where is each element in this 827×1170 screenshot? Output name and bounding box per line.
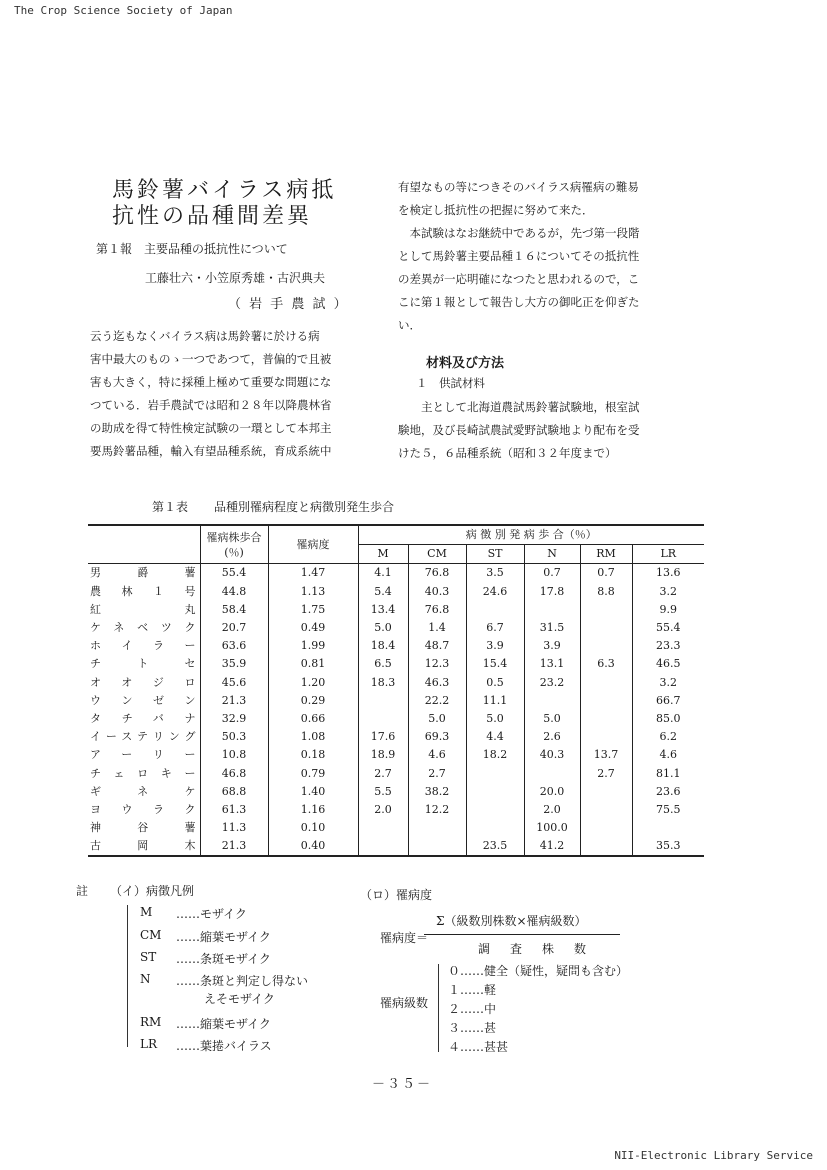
text-line: こに第１報として報告し大方の御叱正を仰ぎた xyxy=(398,295,640,309)
author-list: 工藤壮六・小笠原秀雄・古沢典夫 xyxy=(145,271,326,285)
variety-name: イーステリング xyxy=(90,730,198,744)
symptom-value: 12.2 xyxy=(408,801,466,819)
symptom-value xyxy=(358,710,408,728)
text-line: 有望なもの等につきそのバイラス病罹病の難易 xyxy=(398,180,639,194)
symptom-legend-heading: （イ）病徴凡例 xyxy=(110,884,195,898)
symptom-value: 11.1 xyxy=(466,692,524,710)
symptom-value xyxy=(580,619,632,637)
disease-degree: 0.49 xyxy=(268,619,358,637)
variety-name: チェロキー xyxy=(90,766,198,780)
symptom-value: 66.7 xyxy=(632,692,704,710)
symptom-value xyxy=(580,710,632,728)
symptom-value: 23.2 xyxy=(524,674,580,692)
disease-degree: 0.10 xyxy=(268,819,358,837)
fraction-bar xyxy=(424,934,620,935)
symptom-value xyxy=(580,674,632,692)
formula-numerator: Σ（級数別株数×罹病級数） xyxy=(436,914,587,928)
symptom-value: 40.3 xyxy=(408,583,466,601)
formula-denominator: 調 査 株 数 xyxy=(478,942,591,956)
disease-degree: 1.75 xyxy=(268,601,358,619)
symptom-value xyxy=(358,819,408,837)
text-line: を検定し抵抗性の把握に努めて来た． xyxy=(398,203,594,217)
table-row xyxy=(88,764,704,782)
symptom-value xyxy=(632,819,704,837)
disease-degree: 0.66 xyxy=(268,710,358,728)
table-row xyxy=(88,783,704,801)
symptom-value: 2.7 xyxy=(358,764,408,782)
text-line: の差異が一応明確になつたと思われるので，こ xyxy=(398,272,640,286)
affiliation: （ 岩 手 農 試 ） xyxy=(228,297,349,312)
symptom-value xyxy=(580,637,632,655)
symptom-value xyxy=(358,692,408,710)
infection-rate: 44.8 xyxy=(200,583,268,601)
variety-name: ケネベツク xyxy=(90,621,198,635)
symptom-value: 0.7 xyxy=(580,564,632,583)
legend-description: ……モザイク xyxy=(176,907,247,921)
grade-brace xyxy=(438,964,445,1052)
symptom-value: 22.2 xyxy=(408,692,466,710)
symptom-value xyxy=(408,837,466,856)
variety-name: ホイラー xyxy=(90,639,198,653)
infection-rate: 68.8 xyxy=(200,783,268,801)
symptom-value xyxy=(466,783,524,801)
symptom-value xyxy=(580,728,632,746)
text-line: つている．岩手農試では昭和２８年以降農林省 xyxy=(90,398,332,412)
infection-rate: 46.8 xyxy=(200,764,268,782)
symptom-value: 1.4 xyxy=(408,619,466,637)
symptom-value xyxy=(580,837,632,856)
col-header-m: M xyxy=(358,545,408,564)
table-row xyxy=(88,564,704,583)
disease-degree: 1.16 xyxy=(268,801,358,819)
symptom-value: 6.3 xyxy=(580,655,632,673)
symptom-value: 81.1 xyxy=(632,764,704,782)
disease-degree: 1.20 xyxy=(268,674,358,692)
symptom-value xyxy=(358,837,408,856)
infection-rate: 55.4 xyxy=(200,564,268,583)
table-row xyxy=(88,710,704,728)
symptom-value xyxy=(524,692,580,710)
variety-name: アーリー xyxy=(90,748,198,762)
notes-label: 註 xyxy=(76,884,89,898)
symptom-value: 5.0 xyxy=(358,619,408,637)
symptom-value: 2.6 xyxy=(524,728,580,746)
text-line: 本試験はなお継続中であるが，先づ第一段階 xyxy=(398,226,640,240)
col-header-rm: RM xyxy=(580,545,632,564)
table-row xyxy=(88,728,704,746)
symptom-value: 2.0 xyxy=(524,801,580,819)
article-subtitle: 第１報 主要品種の抵抗性について xyxy=(96,242,288,256)
variety-name: 男爵薯 xyxy=(90,566,198,580)
col-header-st: ST xyxy=(466,545,524,564)
disease-degree: 1.99 xyxy=(268,637,358,655)
symptom-value: 6.5 xyxy=(358,655,408,673)
symptom-value: 3.2 xyxy=(632,674,704,692)
symptom-value: 0.5 xyxy=(466,674,524,692)
symptom-value xyxy=(466,819,524,837)
symptom-value: 41.2 xyxy=(524,837,580,856)
symptom-value: 46.3 xyxy=(408,674,466,692)
table-row xyxy=(88,819,704,837)
symptom-value xyxy=(580,819,632,837)
symptom-value: 5.5 xyxy=(358,783,408,801)
infection-rate: 10.8 xyxy=(200,746,268,764)
symptom-value: 13.1 xyxy=(524,655,580,673)
symptom-value: 76.8 xyxy=(408,601,466,619)
grade-item: ４……甚甚 xyxy=(448,1040,509,1054)
symptom-value xyxy=(466,801,524,819)
infection-rate: 50.3 xyxy=(200,728,268,746)
variety-name: 神谷薯 xyxy=(90,821,198,835)
symptom-value: 2.7 xyxy=(580,764,632,782)
legend-code: CM xyxy=(140,928,162,942)
disease-degree: 0.29 xyxy=(268,692,358,710)
text-line: 験地，及び長崎試農試愛野試験地より配布を受 xyxy=(398,423,640,437)
variety-name: ウンゼン xyxy=(90,693,198,707)
legend-code: N xyxy=(140,972,151,986)
variety-name: 農林１号 xyxy=(90,584,198,598)
symptom-value: 13.4 xyxy=(358,601,408,619)
symptom-value xyxy=(524,601,580,619)
variety-name: タチバナ xyxy=(90,711,198,725)
symptom-value: 69.3 xyxy=(408,728,466,746)
symptom-value: 18.3 xyxy=(358,674,408,692)
degree-header: 罹病度 xyxy=(268,525,358,564)
symptom-value: 38.2 xyxy=(408,783,466,801)
symptom-value: 55.4 xyxy=(632,619,704,637)
infection-rate: 45.6 xyxy=(200,674,268,692)
disease-degree: 1.40 xyxy=(268,783,358,801)
symptom-value: 4.6 xyxy=(408,746,466,764)
society-header: The Crop Science Society of Japan xyxy=(14,4,233,17)
disease-degree: 1.47 xyxy=(268,564,358,583)
symptom-value: 13.7 xyxy=(580,746,632,764)
symptom-value: 20.0 xyxy=(524,783,580,801)
symptom-value: 17.8 xyxy=(524,583,580,601)
symptom-value: 0.7 xyxy=(524,564,580,583)
symptom-value: 17.6 xyxy=(358,728,408,746)
symptom-value: 35.3 xyxy=(632,837,704,856)
symptom-value: 23.6 xyxy=(632,783,704,801)
symptom-value: 4.6 xyxy=(632,746,704,764)
library-footer: NII-Electronic Library Service xyxy=(614,1149,813,1162)
text-line: 害中最大のものゝ一つであつて，普偏的で且被 xyxy=(90,352,332,366)
legend-brace xyxy=(127,905,136,1047)
symptom-value xyxy=(466,764,524,782)
table-row xyxy=(88,837,704,856)
intro-paragraph-continued xyxy=(398,176,710,337)
col-header-n: N xyxy=(524,545,580,564)
infection-rate: 35.9 xyxy=(200,655,268,673)
title-line-2: 抗性の品種間差異 xyxy=(112,204,313,229)
symptom-value: 3.9 xyxy=(466,637,524,655)
symptom-value: 13.6 xyxy=(632,564,704,583)
table-row xyxy=(88,674,704,692)
symptom-value xyxy=(408,819,466,837)
variety-name: ギネケ xyxy=(90,784,198,798)
symptom-value: 18.9 xyxy=(358,746,408,764)
symptom-value: 8.8 xyxy=(580,583,632,601)
symptom-value: 3.9 xyxy=(524,637,580,655)
grade-item: ０……健全（疑性，疑問も含む） xyxy=(448,964,629,978)
symptom-value: 5.4 xyxy=(358,583,408,601)
symptom-value: 75.5 xyxy=(632,801,704,819)
infection-rate: 11.3 xyxy=(200,819,268,837)
text-line: 害も大きく，特に採種上極めて重要な問題にな xyxy=(90,375,332,389)
text-line: の助成を得て特性検定試験の一環として本邦主 xyxy=(90,421,332,435)
disease-degree-heading: （ロ）罹病度 xyxy=(360,888,433,902)
legend-description: ……葉捲バイラス xyxy=(176,1039,272,1053)
infection-rate: 21.3 xyxy=(200,692,268,710)
grade-label: 罹病級数 xyxy=(380,996,429,1010)
symptom-value: 15.4 xyxy=(466,655,524,673)
table-row xyxy=(88,655,704,673)
symptom-value: 5.0 xyxy=(524,710,580,728)
infection-rate: 63.6 xyxy=(200,637,268,655)
table-caption xyxy=(152,498,420,515)
symptom-value xyxy=(580,801,632,819)
variety-table xyxy=(88,524,704,857)
table-caption-text: 品種別罹病程度と病徴別発生歩合 xyxy=(214,500,395,514)
legend-description: ……条斑と判定し得ない xyxy=(176,974,309,988)
legend-description: ……縮葉モザイク xyxy=(176,1017,271,1031)
variety-name: 紅丸 xyxy=(90,602,198,616)
disease-degree: 1.08 xyxy=(268,728,358,746)
text-line: けた５，６品種系統（昭和３２年度まで） xyxy=(398,446,617,460)
legend-code: ST xyxy=(140,950,157,964)
variety-name: ヨウラク xyxy=(90,802,198,816)
text-line: として馬鈴薯主要品種１６についてその抵抗性 xyxy=(398,249,640,263)
table-row xyxy=(88,637,704,655)
legend-description: ……縮葉モザイク xyxy=(176,930,271,944)
symptom-value: 6.7 xyxy=(466,619,524,637)
col-header-lr: LR xyxy=(632,545,704,564)
disease-degree: 0.79 xyxy=(268,764,358,782)
symptom-value: 23.5 xyxy=(466,837,524,856)
symptom-value: 4.1 xyxy=(358,564,408,583)
symptom-value: 31.5 xyxy=(524,619,580,637)
text-line: 要馬鈴薯品種，輸入有望品種系統，育成系統中 xyxy=(90,444,332,458)
symptom-value: 5.0 xyxy=(466,710,524,728)
article-title xyxy=(112,178,352,230)
symptom-value xyxy=(524,764,580,782)
symptom-value: 23.3 xyxy=(632,637,704,655)
symptom-value: 48.7 xyxy=(408,637,466,655)
symptom-value: 18.4 xyxy=(358,637,408,655)
infection-rate: 61.3 xyxy=(200,801,268,819)
table-row xyxy=(88,601,704,619)
table-row xyxy=(88,619,704,637)
symptom-value: 3.5 xyxy=(466,564,524,583)
page-number: －３５－ xyxy=(372,1077,433,1092)
variety-name: チトセ xyxy=(90,657,198,671)
disease-degree: 1.13 xyxy=(268,583,358,601)
title-line-1: 馬鈴薯バイラス病抵 xyxy=(112,178,337,203)
infection-rate: 58.4 xyxy=(200,601,268,619)
formula-label: 罹病度＝ xyxy=(380,931,429,945)
text-line: 主として北海道農試馬鈴薯試験地，根室試 xyxy=(398,400,640,414)
grade-item: ３……甚 xyxy=(448,1021,497,1035)
text-line: 云う迄もなくバイラス病は馬鈴薯に於ける病 xyxy=(90,329,320,343)
symptom-group-header: 病 徴 別 発 病 歩 合（％） xyxy=(358,525,704,545)
symptom-value: 2.7 xyxy=(408,764,466,782)
symptom-value xyxy=(580,783,632,801)
legend-description: えそモザイク xyxy=(204,992,275,1006)
symptom-value xyxy=(466,601,524,619)
disease-degree: 0.40 xyxy=(268,837,358,856)
symptom-value: 2.0 xyxy=(358,801,408,819)
table-row xyxy=(88,746,704,764)
disease-degree: 0.18 xyxy=(268,746,358,764)
variety-header xyxy=(88,525,200,564)
symptom-value: 76.8 xyxy=(408,564,466,583)
materials-paragraph xyxy=(398,396,710,465)
symptom-value: 100.0 xyxy=(524,819,580,837)
symptom-value: 4.4 xyxy=(466,728,524,746)
symptom-value: 9.9 xyxy=(632,601,704,619)
rate-header: 罹病株歩合(％) xyxy=(200,525,268,564)
symptom-value: 12.3 xyxy=(408,655,466,673)
disease-degree: 0.81 xyxy=(268,655,358,673)
symptom-value: 85.0 xyxy=(632,710,704,728)
symptom-value: 6.2 xyxy=(632,728,704,746)
legend-description: ……条斑モザイク xyxy=(176,952,271,966)
symptom-value: 5.0 xyxy=(408,710,466,728)
infection-rate: 20.7 xyxy=(200,619,268,637)
legend-code: LR xyxy=(140,1037,158,1051)
symptom-value: 40.3 xyxy=(524,746,580,764)
section-heading: 材料及び方法 xyxy=(426,356,505,371)
intro-paragraph xyxy=(90,325,390,463)
symptom-value: 18.2 xyxy=(466,746,524,764)
variety-name: 古岡木 xyxy=(88,837,200,856)
table-row xyxy=(88,801,704,819)
symptom-value: 24.6 xyxy=(466,583,524,601)
table-label: 第１表 xyxy=(152,500,189,514)
table-row xyxy=(88,692,704,710)
col-header-cm: CM xyxy=(408,545,466,564)
grade-item: １……軽 xyxy=(448,983,497,997)
subsection-heading: １ 供試材料 xyxy=(416,376,485,390)
grade-item: ２……中 xyxy=(448,1002,497,1016)
legend-code: M xyxy=(140,905,153,919)
symptom-value: 3.2 xyxy=(632,583,704,601)
symptom-value xyxy=(580,692,632,710)
symptom-value: 46.5 xyxy=(632,655,704,673)
table-row xyxy=(88,583,704,601)
infection-rate: 21.3 xyxy=(200,837,268,856)
symptom-value xyxy=(580,601,632,619)
legend-code: RM xyxy=(140,1015,162,1029)
text-line: い． xyxy=(398,318,421,332)
variety-name: オオジロ xyxy=(90,675,198,689)
infection-rate: 32.9 xyxy=(200,710,268,728)
